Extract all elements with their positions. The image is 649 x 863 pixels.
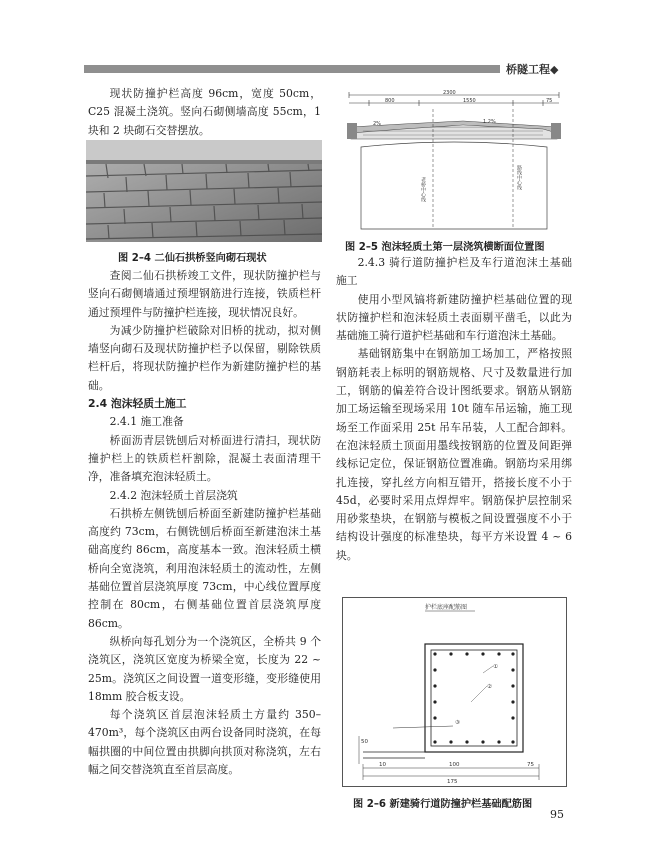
mark-1: ①	[493, 664, 498, 670]
paragraph-longitudinal: 纵桥向每孔划分为一个浇筑区，全桥共 9 个浇筑区，浇筑区宽度为桥梁全宽，长度为 22 ~ 25m。浇筑区之间设置一道变形缝，变形缝使用 18mm 胶合板支设。	[88, 634, 321, 703]
paragraph-reduce: 为减少防撞护栏破除对旧桥的扰动，拟对侧墙竖向砌石及现状防撞护栏予以保留，剔除铁质栏杆后，将现状防撞护栏作为新建防撞护栏的基础。	[88, 323, 321, 392]
section-tag: 桥隧工程◆	[506, 63, 559, 76]
dim-bottom-b: 100	[449, 762, 460, 768]
paragraph-check: 查阅二仙石拱桥竣工文件，现状防撞护栏与竖向石砌侧墙通过预埋钢筋进行连接，铁质栏杆通过预埋件与防撞护栏连接，现状情况良好。	[88, 269, 321, 319]
left-column-body	[88, 267, 321, 779]
heading-2-4-2: 2.4.2 泡沫轻质土首层浇筑	[109, 488, 238, 502]
left-intro	[88, 85, 321, 140]
figure-2-6-rebar-drawing	[342, 597, 567, 787]
mark-2: ②	[487, 684, 492, 690]
figure-2-4-caption: 图 2–4 二仙石拱桥竖向砌石现状	[118, 253, 267, 264]
heading-2-4-3: 2.4.3 骑行道防撞护栏及车行道泡沫土基础施工	[336, 256, 572, 288]
right-column-body	[336, 254, 572, 565]
dim-side: 50	[361, 739, 368, 745]
paragraph-mill: 使用小型风镐将新建防撞护栏基础位置的现状防撞护栏和泡沫轻质土表面剔平凿毛，以此为基础施工骑行道护栏基础和车行道泡沫土基础。	[336, 292, 572, 343]
dim-c: 75	[546, 98, 553, 104]
paragraph-each-zone: 每个浇筑区首层泡沫轻质土方量约 350–470m³，每个浇筑区由两台设备同时浇筑，在每幅拱圈的中间位置由拱脚向拱顶对称浇筑，左右幅之间交替浇筑直至首层高度。	[88, 708, 321, 777]
dim-bottom-a: 10	[379, 762, 386, 768]
mark-3: ③	[455, 720, 460, 726]
dim-bottom-c: 75	[527, 762, 534, 768]
paragraph-first-layer: 石拱桥左侧铣刨后桥面至新建防撞护栏基础高度约 73cm，右侧铣刨后桥面至新建泡沫土基础高度约 86cm，高度基本一致。泡沫轻质土横桥向全宽浇筑，利用泡沫轻质土的流动性，左侧基础位置首层浇筑厚度 73cm，中心线位置厚度控制在 80cm，右侧基础位置首层浇筑厚度 86cm。	[88, 506, 321, 630]
figure-2-6-caption: 图 2–6 新建骑行道防撞护栏基础配筋图	[353, 799, 533, 810]
heading-2-4: 2.4 泡沫轻质土施工	[88, 397, 187, 411]
figure-2-5-cross-section	[343, 89, 565, 232]
header-bar	[84, 65, 500, 73]
stone-wall-photo	[86, 140, 322, 242]
dim-total: 175	[447, 779, 458, 785]
slope-a: 2%	[373, 121, 381, 127]
heading-2-4-1: 2.4.1 施工准备	[109, 415, 184, 429]
dim-a: 800	[385, 98, 395, 104]
dim-b: 1550	[463, 98, 476, 104]
paragraph-intro: 现状防撞护栏高度 96cm，宽度 50cm，C25 混凝土浇筑。竖向石砌侧墙高度 55cm，1 块和 2 块砌石交替摆放。	[88, 87, 321, 137]
figure-2-5-caption: 图 2–5 泡沫轻质土第一层浇筑横断面位置图	[345, 242, 545, 253]
slope-b: 1.2%	[483, 119, 496, 125]
dim-total: 2300	[443, 90, 456, 96]
page-number: 95	[550, 808, 564, 821]
drawing-title: 护栏底座配筋图	[425, 604, 468, 611]
paragraph-prep: 桥面沥青层铣刨后对桥面进行清扫，现状防撞护栏上的铁质栏杆割除，混凝土表面清理干净，准备填充泡沫轻质土。	[88, 433, 321, 484]
label-road-center: 路线中心线	[516, 165, 522, 190]
paragraph-rebar: 基础钢筋集中在钢筋加工场加工，严格按照钢筋耗表上标明的钢筋规格、尺寸及数量进行加工，钢筋的偏差符合设计图纸要求。钢筋从钢筋加工场运输至现场采用 10t 随车吊运输，施工现场至工作面采用 25t 吊车吊装，人工配合卸料。在泡沫轻质土顶面用墨线按钢筋的位置及间距弹线标记定位，保证钢筋位置准确。钢筋均采用绑扎连接，穿扎丝方向相互错开，搭接长度不小于 45d，必要时采用点焊焊牢。钢筋保护层控制采用砂浆垫块，在钢筋与模板之间设置强度不小于结构设计强度的标准垫块，每平方米设置 4 ~ 6 块。	[336, 347, 572, 562]
label-old-center: 老桥中心线	[420, 177, 426, 202]
